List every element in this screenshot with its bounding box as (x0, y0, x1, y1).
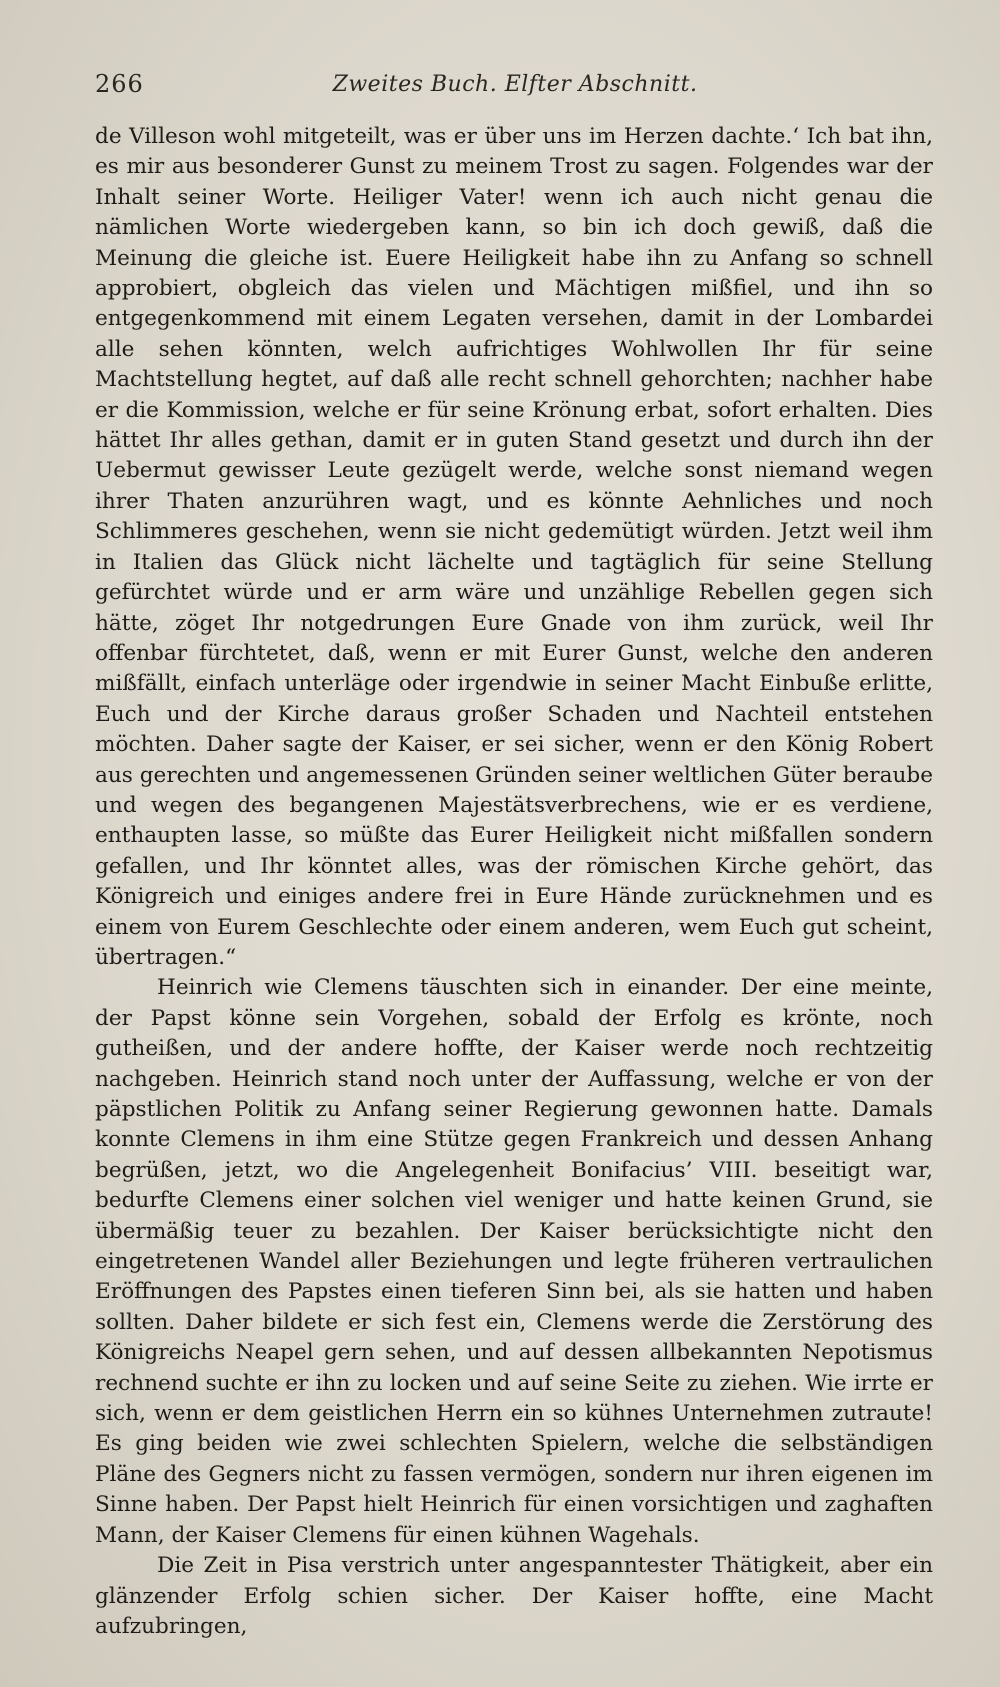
body-text (95, 122, 933, 1642)
paragraph: Heinrich wie Clemens täuschten sich in einander. Der eine meinte, der Papst könne sein Vorgehen, sobald der Erfolg es krönte, noch gutheißen, und der andere hoffte, der Kaiser werde noch rechtzeitig nachgeben. Heinrich stand noch unter der Auffassung, welche er von der päpstlichen Politik zu Anfang seiner Regierung gewonnen hatte. Damals konnte Clemens in ihm eine Stütze gegen Frankreich und dessen Anhang begrüßen, jetzt, wo die Angelegenheit Bonifacius’ VIII. beseitigt war, bedurfte Clemens einer solchen viel weniger und hatte keinen Grund, sie übermäßig teuer zu bezahlen. Der Kaiser berücksichtigte nicht den eingetretenen Wandel aller Beziehungen und legte früheren vertraulichen Eröffnungen des Papstes einen tieferen Sinn bei, als sie hatten und haben sollten. Daher bildete er sich fest ein, Clemens werde die Zerstörung des Königreichs Neapel gern sehen, und auf dessen allbekannten Nepotismus rechnend suchte er ihn zu locken und auf seine Seite zu ziehen. Wie irrte er sich, wenn er dem geistlichen Herrn ein so kühnes Unternehmen zutraute! Es ging beiden wie zwei schlechten Spielern, welche die selbständigen Pläne des Gegners nicht zu fassen vermögen, sondern nur ihren eigenen im Sinne haben. Der Papst hielt Heinrich für einen vorsichtigen und zaghaften Mann, der Kaiser Clemens für einen kühnen Wagehals. (95, 975, 933, 1548)
page-number: 266 (95, 70, 144, 98)
paragraph: de Villeson wohl mitgeteilt, was er über uns im Herzen dachte.‘ Ich bat ihn, es mir aus besonderer Gunst zu meinem Trost zu sagen. Folgendes war der Inhalt seiner Worte. Heiliger Vater! wenn ich auch nicht genau die nämlichen Worte wiedergeben kann, so bin ich doch gewiß, daß die Meinung die gleiche ist. Euere Heiligkeit habe ihn zu Anfang so schnell approbiert, obgleich das vielen und Mächtigen mißfiel, und ihn so entgegenkommend mit einem Legaten versehen, damit in der Lombardei alle sehen könnten, welch aufrichtiges Wohlwollen Ihr für seine Machtstellung hegtet, auf daß alle recht schnell gehorchten; nachher habe er die Kommission, welche er für seine Krönung erbat, sofort erhalten. Dies hättet Ihr alles gethan, damit er in guten Stand gesetzt und durch ihn der Uebermut gewisser Leute gezügelt werde, welche sonst niemand wegen ihrer Thaten anzurühren wagt, und es könnte Aehnliches und noch Schlimmeres geschehen, wenn sie nicht gedemütigt würden. Jetzt weil ihm in Italien das Glück nicht lächelte und tagtäglich für seine Stellung gefürchtet würde und er arm wäre und unzählige Rebellen gegen sich hätte, zöget Ihr notgedrungen Eure Gnade von ihm zurück, weil Ihr offenbar fürchtetet, daß, wenn er mit Eurer Gunst, welche den anderen mißfällt, einfach unterläge oder irgendwie in seiner Macht Einbuße erlitte, Euch und der Kirche daraus großer Schaden und Nachteil entstehen möchten. Daher sagte der Kaiser, er sei sicher, wenn er den König Robert aus gerechten und angemessenen Gründen seiner weltlichen Güter beraube und wegen des begangenen Majestätsverbrechens, wie er es verdiene, enthaupten lasse, so müßte das Eurer Heiligkeit nicht mißfallen sondern gefallen, und Ihr könntet alles, was der römischen Kirche gehört, das Königreich und einiges andere frei in Eure Hände zurücknehmen und es einem von Eurem Geschlechte oder einem anderen, wem Euch gut scheint, übertragen.“ (95, 124, 933, 970)
page-header (95, 70, 935, 106)
paragraph: Die Zeit in Pisa verstrich unter angespanntester Thätigkeit, aber ein glänzender Erfolg schien sicher. Der Kaiser hoffte, eine Macht aufzubringen, (95, 1553, 933, 1639)
running-head: Zweites Buch. Elfter Abschnitt. (332, 72, 698, 97)
